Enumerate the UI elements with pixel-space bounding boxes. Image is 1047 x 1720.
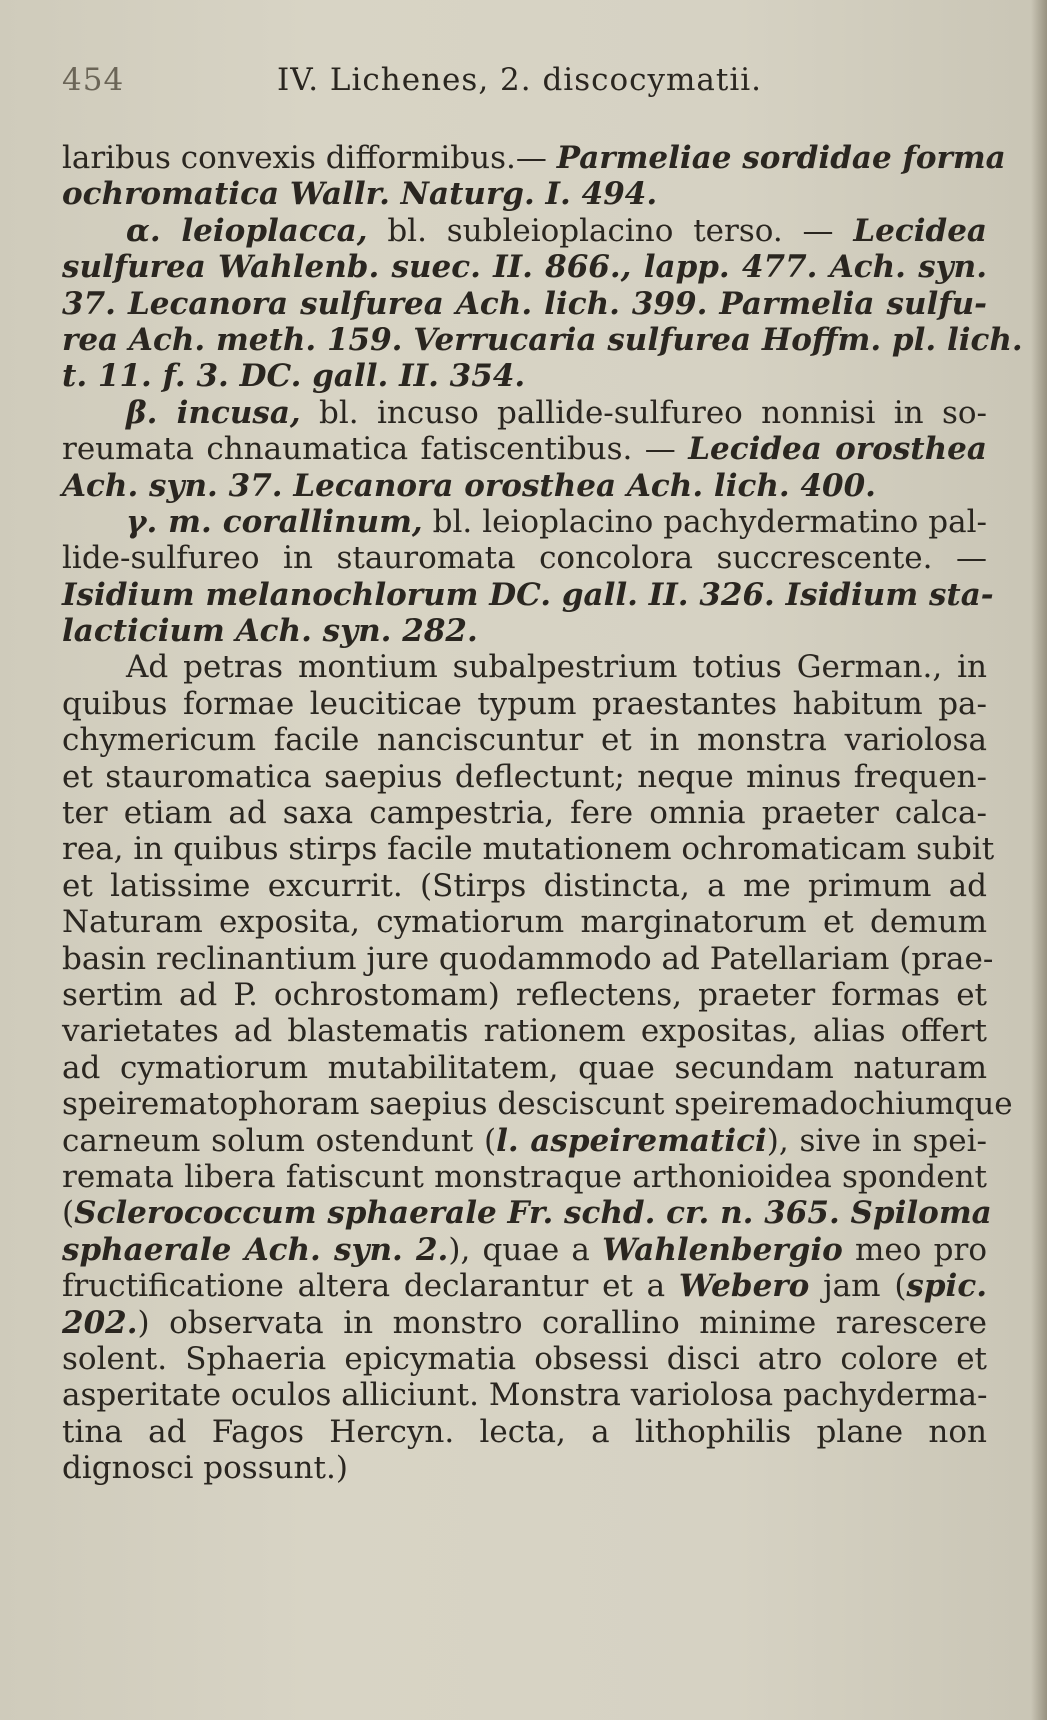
page-edge-shadow: [1031, 0, 1047, 1720]
text-line: varietates ad blastematis rationem expositas, alias offert: [62, 1013, 987, 1050]
text-line: reumata chnaumatica fatiscentibus. — Lecidea orosthea: [62, 431, 987, 468]
page-header: [62, 62, 982, 102]
text-line: sertim ad P. ochrostomam) reflectens, praeter formas et: [62, 976, 987, 1013]
body-text: [62, 140, 1023, 1487]
text-line: γ. m. corallinum, bl. leioplacino pachydermatino pal-: [126, 503, 987, 540]
text-line: 202.) observata in monstro corallino minime rarescere: [62, 1304, 987, 1341]
text-line: chymericum facile nanciscuntur et in monstra variolosa: [62, 722, 987, 759]
text-line: basin reclinantium jure quodammodo ad Patellariam (prae-: [62, 940, 994, 977]
text-line: ochromatica Wallr. Naturg. I. 494.: [62, 176, 658, 213]
text-line: ter etiam ad saxa campestria, fere omnia praeter calca-: [62, 795, 987, 832]
text-line: α. leioplacca, bl. subleioplacino terso. — Lecidea: [126, 212, 988, 249]
text-line: lacticium Ach. syn. 282.: [62, 613, 478, 650]
text-line: t. 11. f. 3. DC. gall. II. 354.: [62, 358, 526, 395]
text-line: solent. Sphaeria epicymatia obsessi disci atro colore et: [62, 1340, 987, 1377]
text-line: ad cymatiorum mutabilitatem, quae secundam naturam: [62, 1049, 987, 1086]
text-line: et stauromatica saepius deflectunt; neque minus frequen-: [62, 758, 987, 795]
page-number: 454: [62, 62, 125, 98]
text-line: Ad petras montium subalpestrium totius German., in: [126, 649, 987, 686]
text-line: dignosci possunt.): [62, 1450, 348, 1487]
text-line: et latissime excurrit. (Stirps distincta, a me primum ad: [62, 867, 987, 904]
text-line: Ach. syn. 37. Lecanora orosthea Ach. lich. 400.: [62, 467, 876, 504]
text-line: remata libera fatiscunt monstraque arthonioidea spondent: [62, 1158, 987, 1195]
text-line: Naturam exposita, cymatiorum marginatorum et demum: [62, 904, 987, 941]
text-line: sulfurea Wahlenb. suec. II. 866., lapp. 477. Ach. syn.: [62, 249, 987, 286]
text-line: quibus formae leuciticae typum praestantes habitum pa-: [62, 685, 987, 722]
text-line: fructificatione altera declarantur et a Webero jam (spic.: [62, 1268, 987, 1305]
text-line: (Sclerococcum sphaerale Fr. schd. cr. n. 365. Spiloma: [62, 1195, 992, 1232]
text-line: asperitate oculos alliciunt. Monstra variolosa pachyderma-: [62, 1377, 988, 1414]
text-line: laribus convexis difformibus.— Parmeliae sordidae forma: [62, 140, 1006, 176]
text-line: carneum solum ostendunt (l. aspeirematici), sive in spei-: [62, 1122, 987, 1159]
text-line: rea, in quibus stirps facile mutationem ochromaticam subit: [62, 831, 995, 868]
text-line: tina ad Fagos Hercyn. lecta, a lithophilis plane non: [62, 1413, 987, 1450]
text-line: rea Ach. meth. 159. Verrucaria sulfurea Hoffm. pl. lich.: [62, 321, 1023, 358]
text-line: Isidium melanochlorum DC. gall. II. 326. Isidium sta-: [62, 576, 994, 613]
text-line: lide-sulfureo in stauromata concolora succrescente. —: [62, 540, 987, 577]
text-line: sphaerale Ach. syn. 2.), quae a Wahlenbergio meo pro: [62, 1231, 987, 1268]
text-line: β. incusa, bl. incuso pallide-sulfureo nonnisi in so-: [126, 394, 988, 431]
text-line: 37. Lecanora sulfurea Ach. lich. 399. Parmelia sulfu-: [62, 285, 987, 322]
text-line: speirematophoram saepius desciscunt speiremadochiumque: [62, 1086, 1013, 1123]
running-head: IV. Lichenes, 2. discocymatii.: [277, 62, 763, 98]
